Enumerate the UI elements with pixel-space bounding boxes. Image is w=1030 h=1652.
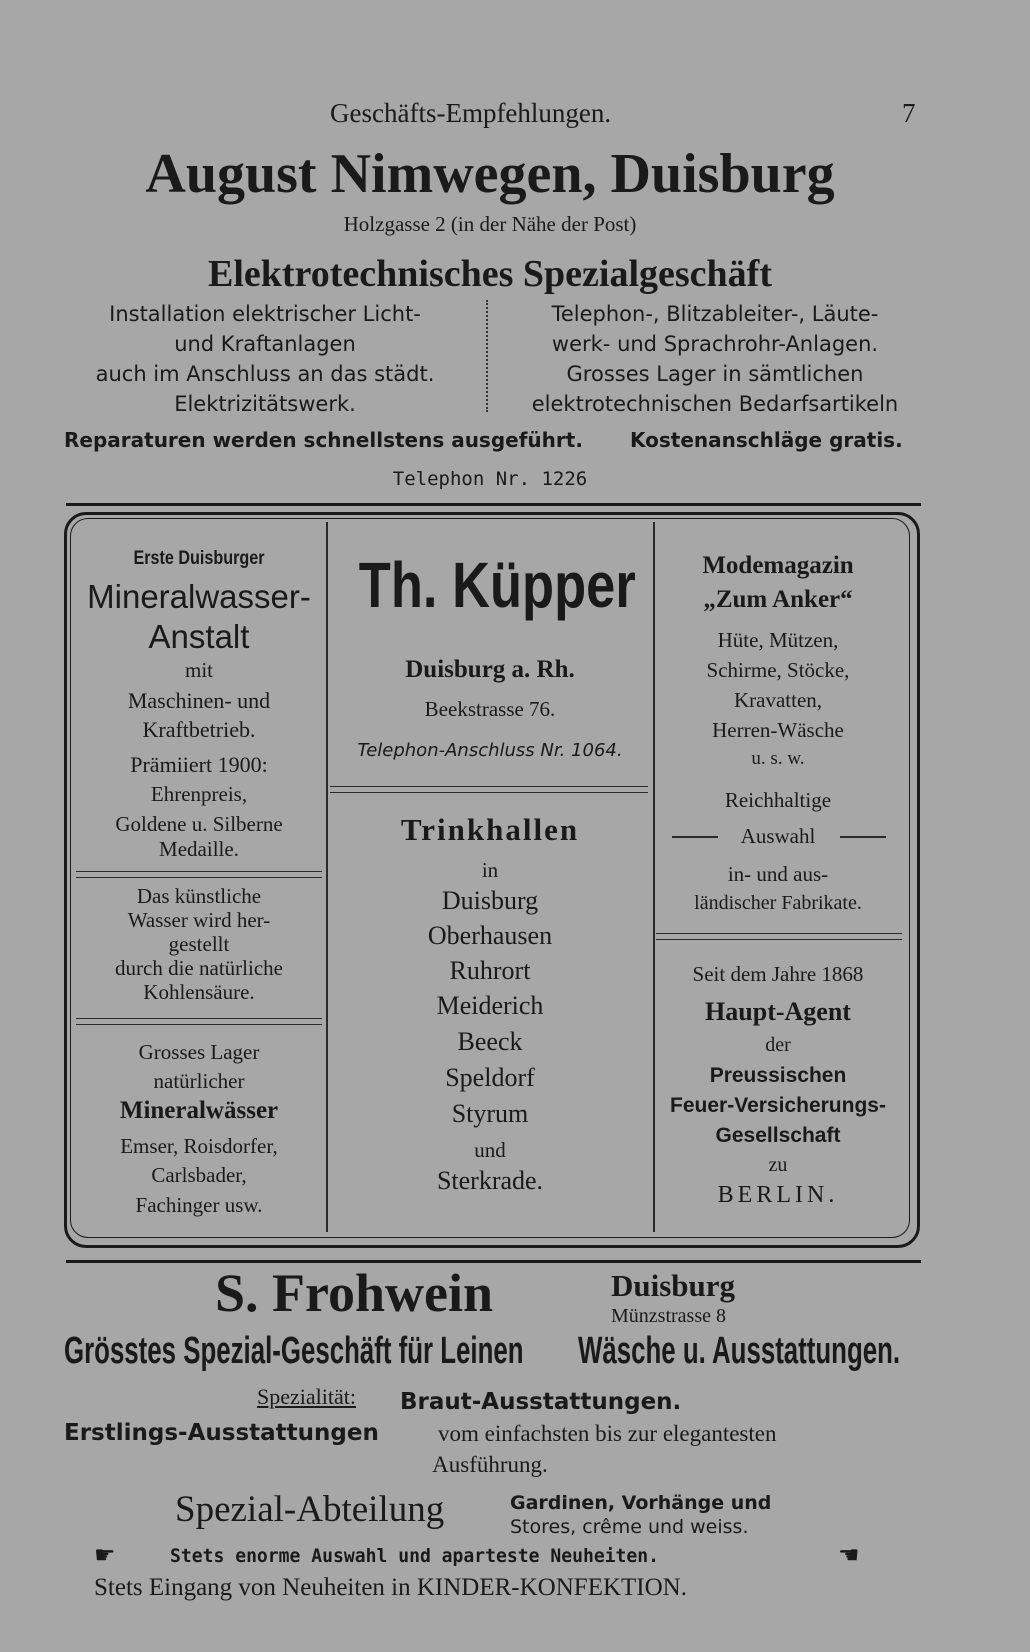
kuepper-city-1: Duisburg xyxy=(441,886,539,915)
pointing-hand-left-icon: ☚ xyxy=(838,1541,860,1569)
frohwein-slogan-2: Wäsche u. Ausstattungen. xyxy=(578,1330,901,1372)
kuepper-left-bottom-1: Grosses Lager xyxy=(138,1040,260,1064)
kuepper-street: Beekstrasse 76. xyxy=(424,697,556,721)
frohwein-stets-1: Stets enorme Auswahl und aparteste Neuheiten. xyxy=(170,1545,660,1567)
kuepper-left-divider-2 xyxy=(76,1018,322,1025)
separator-rule-2 xyxy=(66,1260,921,1263)
frohwein-erstlings: Erstlings-Ausstattungen xyxy=(64,1420,379,1446)
kuepper-right-11: ländischer Fabrikate. xyxy=(694,892,862,914)
kuepper-left-line-4: Ehrenpreis, xyxy=(150,782,248,806)
kuepper-left-mid-5: Kohlensäure. xyxy=(143,980,255,1004)
kuepper-phone: Telephon-Anschluss Nr. 1064. xyxy=(357,740,623,761)
nimwegen-right-line-4: elektrotechnischen Bedarfsartikeln xyxy=(531,392,899,416)
kuepper-left-mid-1: Das künstliche xyxy=(136,884,262,908)
kuepper-left-title-2: Anstalt xyxy=(148,618,250,655)
frohwein-stets-2: Stets Eingang von Neuheiten in KINDER-KONFEKTION. xyxy=(94,1574,687,1601)
kuepper-trinkhallen: Trinkhallen xyxy=(400,812,580,847)
nimwegen-left-line-1: Installation elektrischer Licht- xyxy=(109,302,421,326)
pointing-hand-right-icon: ☛ xyxy=(94,1541,116,1569)
kuepper-name: Th. Küpper xyxy=(358,549,636,621)
page-header-title: Geschäfts-Empfehlungen. xyxy=(330,98,612,128)
nimwegen-left-line-2: und Kraftanlagen xyxy=(174,332,356,356)
frohwein-abteilung-line-2: Stores, crême und weiss. xyxy=(510,1516,749,1538)
kuepper-right-2: „Zum Anker“ xyxy=(703,586,853,613)
kuepper-column-line-2 xyxy=(653,522,655,1232)
nimwegen-repairs: Reparaturen werden schnellstens ausgeführt. xyxy=(64,428,583,452)
separator-rule-1 xyxy=(66,503,921,506)
kuepper-left-mit: mit xyxy=(184,658,213,682)
kuepper-city-last: Sterkrade. xyxy=(436,1166,544,1195)
kuepper-left-bottom-4: Emser, Roisdorfer, xyxy=(120,1134,278,1158)
nimwegen-estimates: Kostenanschläge gratis. xyxy=(630,428,903,452)
kuepper-right-3: Hüte, Mützen, xyxy=(717,628,839,652)
kuepper-left-mid-4: durch die natürliche xyxy=(115,956,283,980)
kuepper-right-8: Reichhaltige xyxy=(724,788,832,812)
nimwegen-right-line-3: Grosses Lager in sämtlichen xyxy=(566,362,864,386)
kuepper-right-s3: der xyxy=(765,1034,791,1056)
auswahl-dash-right xyxy=(840,836,886,838)
kuepper-center-divider xyxy=(330,786,648,793)
nimwegen-right-line-1: Telephon-, Blitzableiter-, Läute- xyxy=(551,302,879,326)
kuepper-left-line-3: Prämiiert 1900: xyxy=(130,752,268,777)
frohwein-city: Duisburg xyxy=(611,1268,736,1303)
kuepper-city-5: Beeck xyxy=(457,1027,523,1056)
nimwegen-left-line-4: Elektrizitätswerk. xyxy=(174,392,356,416)
kuepper-city-7: Styrum xyxy=(451,1099,529,1128)
frohwein-spezialitaet-label: Spezialität: xyxy=(257,1384,356,1409)
kuepper-city-3: Ruhrort xyxy=(449,956,531,985)
kuepper-right-s1: Seit dem Jahre 1868 xyxy=(692,962,864,986)
kuepper-right-10: in- und aus- xyxy=(727,862,829,886)
page-number: 7 xyxy=(902,98,916,128)
kuepper-right-1: Modemagazin xyxy=(702,552,854,579)
kuepper-left-line-1: Maschinen- und xyxy=(127,688,271,713)
kuepper-left-bottom-2: natürlicher xyxy=(153,1069,245,1093)
frohwein-spezialitaet-value: Braut-Ausstattungen. xyxy=(400,1389,682,1415)
frohwein-abteilung-label: Spezial-Abteilung xyxy=(175,1489,445,1530)
kuepper-city-4: Meiderich xyxy=(436,991,544,1020)
nimwegen-divider xyxy=(486,300,490,412)
nimwegen-telephone: Telephon Nr. 1226 xyxy=(392,468,588,490)
kuepper-right-s2: Haupt-Agent xyxy=(705,997,851,1026)
kuepper-right-s7: zu xyxy=(768,1154,788,1176)
kuepper-right-9: Auswahl xyxy=(740,824,816,848)
kuepper-column-line-1 xyxy=(326,522,328,1232)
nimwegen-tagline: Elektrotechnisches Spezialgeschäft xyxy=(208,253,772,295)
kuepper-und: und xyxy=(474,1138,506,1162)
kuepper-right-6: Herren-Wäsche xyxy=(712,718,844,742)
frohwein-name: S. Frohwein xyxy=(215,1263,494,1323)
kuepper-left-mid-2: Wasser wird her- xyxy=(127,908,271,932)
kuepper-right-7: u. s. w. xyxy=(751,748,805,769)
nimwegen-right-line-2: werk- und Sprachrohr-Anlagen. xyxy=(551,332,879,356)
kuepper-left-title-1: Mineralwasser- xyxy=(87,578,311,615)
frohwein-erstlings-line-2: Ausführung. xyxy=(432,1452,548,1477)
kuepper-left-mid-3: gestellt xyxy=(168,932,230,956)
nimwegen-address: Holzgasse 2 (in der Nähe der Post) xyxy=(343,212,637,236)
kuepper-left-line-5: Goldene u. Silberne xyxy=(115,812,283,836)
kuepper-right-s5: Feuer-Versicherungs- xyxy=(670,1094,886,1117)
kuepper-left-bottom-5: Carlsbader, xyxy=(151,1163,247,1187)
kuepper-right-divider xyxy=(656,933,902,940)
kuepper-left-bottom-3: Mineralwässer xyxy=(119,1097,279,1124)
kuepper-right-5: Kravatten, xyxy=(733,688,823,712)
kuepper-in: in xyxy=(481,858,499,882)
kuepper-city-2: Oberhausen xyxy=(427,921,553,950)
kuepper-left-line-6: Medaille. xyxy=(159,837,239,861)
kuepper-right-s8: BERLIN. xyxy=(717,1182,839,1208)
kuepper-right-s6: Gesellschaft xyxy=(715,1124,841,1147)
nimwegen-left-line-3: auch im Anschluss an das städt. xyxy=(95,362,435,386)
kuepper-left-bottom-6: Fachinger usw. xyxy=(135,1193,263,1217)
nimwegen-name: August Nimwegen, Duisburg xyxy=(145,143,835,205)
kuepper-left-intro: Erste Duisburger xyxy=(133,548,265,569)
frohwein-erstlings-rest: vom einfachsten bis zur elegantesten xyxy=(438,1421,777,1446)
frohwein-slogan-1: Grösstes Spezial-Geschäft für Leinen xyxy=(64,1330,524,1372)
frohwein-abteilung-line-1: Gardinen, Vorhänge und xyxy=(510,1492,772,1514)
kuepper-left-line-2: Kraftbetrieb. xyxy=(142,717,256,742)
kuepper-left-divider-1 xyxy=(76,871,322,878)
kuepper-city: Duisburg a. Rh. xyxy=(405,656,575,683)
frohwein-street: Münzstrasse 8 xyxy=(611,1305,726,1327)
kuepper-city-6: Speldorf xyxy=(445,1063,535,1092)
kuepper-right-4: Schirme, Stöcke, xyxy=(706,658,850,682)
kuepper-right-s4: Preussischen xyxy=(709,1064,847,1087)
